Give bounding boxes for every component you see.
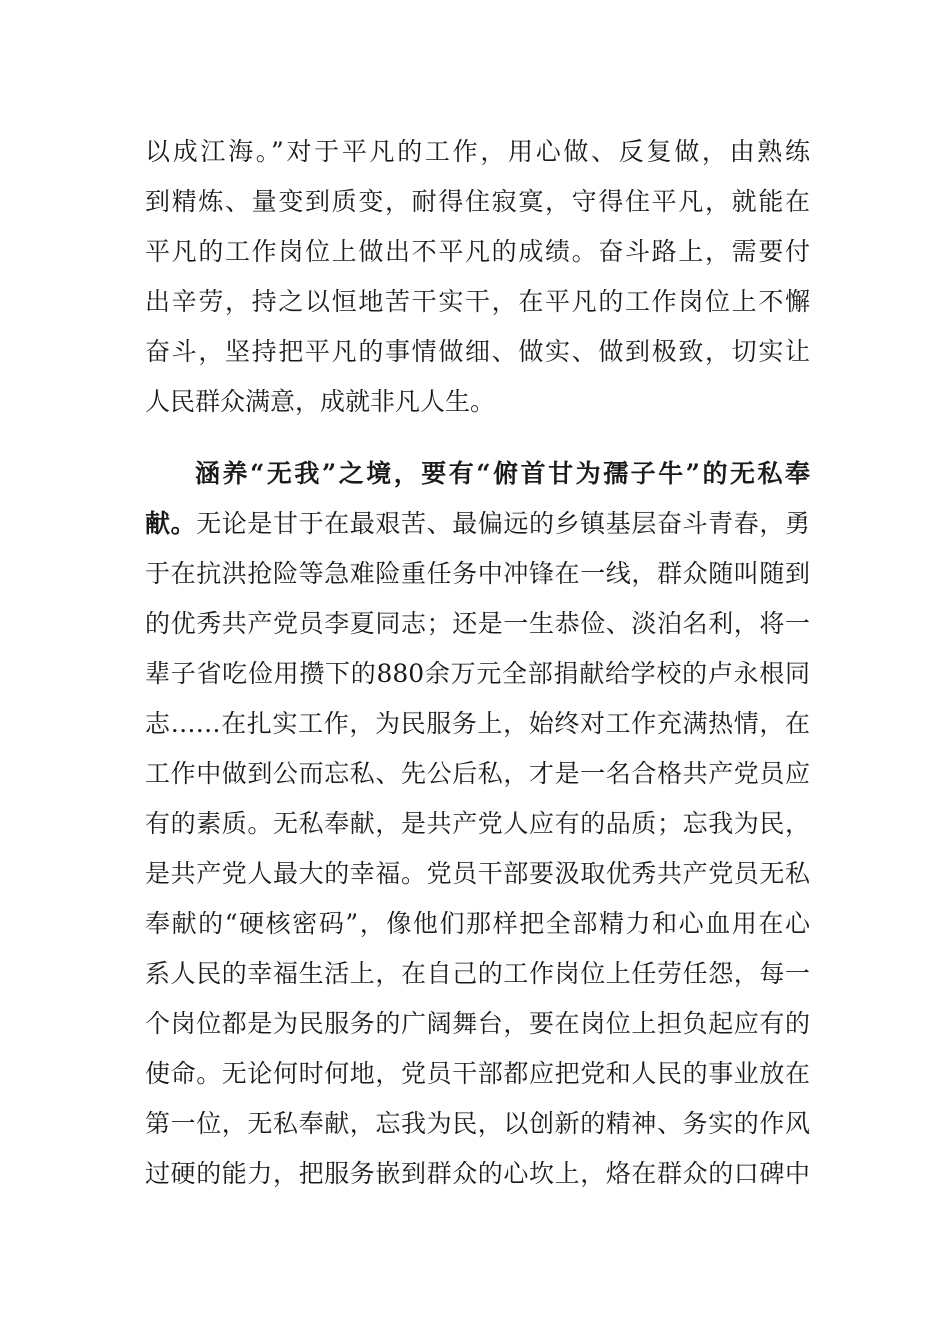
text-line: 过硬的能力，把服务嵌到群众的心坎上，烙在群众的口碑中 — [145, 1159, 810, 1188]
text-line: 出辛劳，持之以恒地苦干实干，在平凡的工作岗位上不懈 — [145, 287, 810, 316]
text-line: 是共产党人最大的幸福。党员干部要汲取优秀共产党员无私 — [145, 859, 810, 888]
paragraph-heading: 涵养“无我”之境，要有“俯首甘为孺子牛”的无私奉 — [195, 459, 810, 488]
text-line: 第一位，无私奉献，忘我为民，以创新的精神、务实的作风 — [145, 1109, 810, 1138]
text-line: 于在抗洪抢险等急难险重任务中冲锋在一线，群众随叫随到 — [145, 559, 810, 588]
text-line: 辈子省吃俭用攒下的880余万元全部捐献给学校的卢永根同 — [145, 659, 810, 688]
text-line: 的优秀共产党员李夏同志；还是一生恭俭、淡泊名利，将一 — [145, 609, 810, 638]
text-line — [145, 499, 810, 549]
text-line: 志……在扎实工作，为民服务上，始终对工作充满热情，在 — [145, 709, 810, 738]
text-line: 个岗位都是为民服务的广阔舞台，要在岗位上担负起应有的 — [145, 1009, 810, 1038]
text-line: 系人民的幸福生活上，在自己的工作岗位上任劳任怨，每一 — [145, 959, 810, 988]
text-line: 奋斗，坚持把平凡的事情做细、做实、做到极致，切实让 — [145, 337, 810, 366]
paragraph-1 — [145, 127, 810, 427]
paragraph-2 — [145, 449, 810, 1199]
text-line: 以成江海。”对于平凡的工作，用心做、反复做，由熟练 — [145, 137, 810, 166]
text-line: 到精炼、量变到质变，耐得住寂寞，守得住平凡，就能在 — [145, 187, 810, 216]
text-line-rest: 无论是甘于在最艰苦、最偏远的乡镇基层奋斗青春，勇 — [196, 509, 810, 538]
paragraph-heading-tail: 献。 — [145, 509, 197, 538]
text-line: 人民群众满意，成就非凡人生。 — [145, 387, 496, 416]
text-line: 工作中做到公而忘私、先公后私，才是一名合格共产党员应 — [145, 759, 810, 788]
text-line: 平凡的工作岗位上做出不平凡的成绩。奋斗路上，需要付 — [145, 237, 810, 266]
text-line: 使命。无论何时何地，党员干部都应把党和人民的事业放在 — [145, 1059, 810, 1088]
text-line: 奉献的“硬核密码”，像他们那样把全部精力和心血用在心 — [145, 909, 810, 938]
text-line: 有的素质。无私奉献，是共产党人应有的品质；忘我为民， — [145, 809, 810, 838]
